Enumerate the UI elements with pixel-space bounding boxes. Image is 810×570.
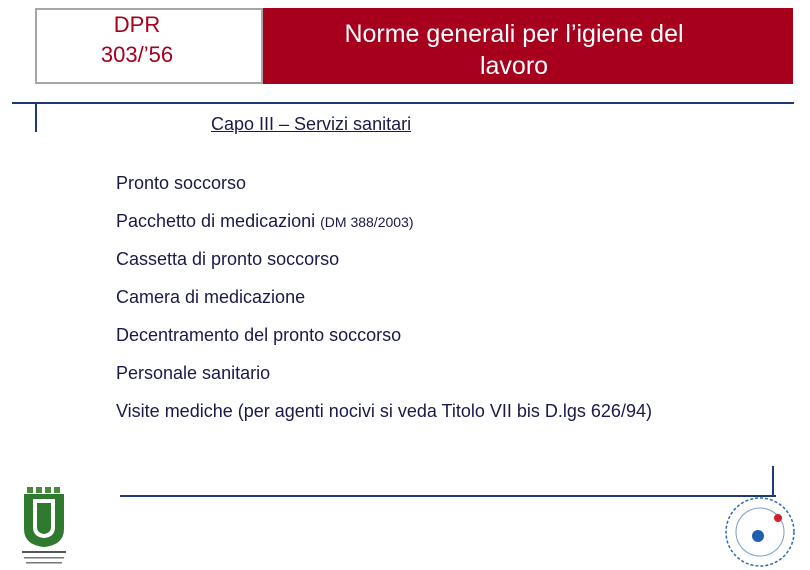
section-title: Capo III – Servizi sanitari bbox=[211, 114, 412, 134]
topic-list bbox=[116, 173, 652, 439]
item-text: Personale sanitario bbox=[116, 363, 271, 383]
university-crest-icon bbox=[18, 487, 73, 567]
list-item bbox=[116, 173, 652, 211]
item-text: Decentramento del pronto soccorso bbox=[116, 325, 402, 345]
item-text: Camera di medicazione bbox=[116, 287, 306, 307]
document-title-line2: lavoro bbox=[479, 52, 549, 80]
document-code bbox=[37, 10, 237, 70]
document-title-line1: Norme generali per l’igiene del bbox=[344, 20, 684, 48]
item-text: Cassetta di pronto soccorso bbox=[116, 249, 340, 269]
top-rule-tick bbox=[35, 102, 37, 132]
bottom-rule bbox=[120, 495, 776, 497]
list-item bbox=[116, 401, 652, 439]
item-text: Pacchetto di medicazioni bbox=[116, 211, 316, 231]
item-note: (DM 388/2003) bbox=[320, 214, 414, 230]
bottom-rule-tick bbox=[772, 466, 774, 497]
item-note: (per agenti nocivi si veda Titolo VII bis D.lgs 626/94) bbox=[237, 401, 652, 421]
top-rule bbox=[12, 102, 794, 104]
institute-round-seal-icon bbox=[722, 494, 798, 570]
list-item bbox=[116, 249, 652, 287]
item-text: Visite mediche bbox=[116, 401, 233, 421]
document-title bbox=[263, 18, 765, 82]
item-text: Pronto soccorso bbox=[116, 173, 247, 193]
document-code-line1: DPR bbox=[113, 12, 161, 37]
list-item bbox=[116, 363, 652, 401]
document-code-line2: 303/’56 bbox=[100, 42, 174, 67]
list-item bbox=[116, 287, 652, 325]
list-item bbox=[116, 325, 652, 363]
list-item bbox=[116, 211, 652, 249]
